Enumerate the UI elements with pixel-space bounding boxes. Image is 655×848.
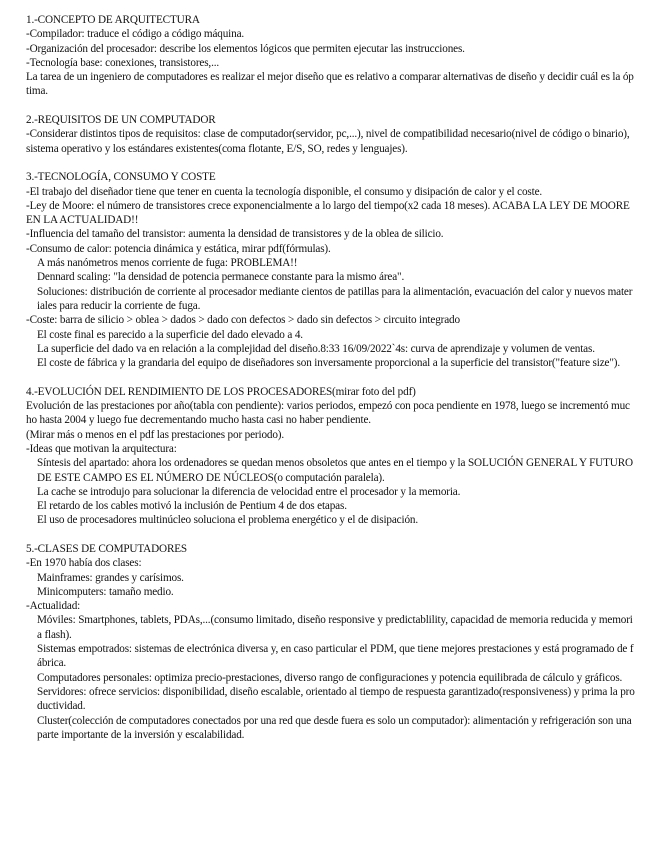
section-1: [26, 13, 635, 99]
text-line: Cluster(colección de computadores conectados por una red que desde fuera es solo un computador): alimentación y refrigeración son una parte importante de la inversión y escalabilidad.: [37, 714, 632, 741]
text-line: La superficie del dado va en relación a la complejidad del diseño.8:33 16/09/2022`4s: curva de aprendizaje y volumen de ventas.: [37, 342, 595, 355]
text-line: Minicomputers: tamaño medio.: [37, 585, 174, 598]
text-line: -En 1970 había dos clases:: [26, 557, 142, 570]
text-line: -Ley de Moore: el número de transistores crece exponencialmente a lo largo del tiempo(x2 cada 18 meses). ACABA LA LEY DE MOORE EN LA ACTUALIDAD!!: [26, 199, 630, 227]
text-line: -Actualidad:: [26, 600, 81, 613]
text-line: El coste de fábrica y la grandaria del equipo de diseñadores son inversamente proporcional a la superficie del transistor("feature size").: [37, 357, 620, 370]
text-line: -Tecnología base: conexiones, transistores,...: [26, 56, 220, 69]
section-title: 5.-CLASES DE COMPUTADORES: [26, 542, 188, 555]
text-line: -Organización del procesador: describe los elementos lógicos que permiten ejecutar las instrucciones.: [26, 42, 465, 55]
section-title: 4.-EVOLUCIÓN DEL RENDIMIENTO DE LOS PROCESADORES(mirar foto del pdf): [26, 385, 416, 398]
text-line: Síntesis del apartado: ahora los ordenadores se quedan menos obsoletos que antes en el tiempo y la SOLUCIÓN GENERAL Y FUTURO DE ESTE CAMPO ES EL NÚMERO DE NÚCLEOS(o computación paralela).: [37, 457, 633, 484]
text-line: -Considerar distintos tipos de requisitos: clase de computador(servidor, pc,...), nivel de compatibilidad necesario(nivel de código o binario), sistema operativo y los estándares existentes(coma flotante, E/S, SO, redes y lenguajes).: [26, 128, 630, 155]
section-4: [26, 385, 635, 528]
text-line: -Coste: barra de silicio > oblea > dados > dado con defectos > dado sin defectos > circuito integrado: [26, 314, 460, 327]
section-title: 1.-CONCEPTO DE ARQUITECTURA: [26, 14, 200, 26]
text-line: El retardo de los cables motivó la inclusión de Pentium 4 de dos etapas.: [37, 500, 347, 513]
text-line: A más nanómetros menos corriente de fuga: PROBLEMA!!: [37, 257, 298, 270]
text-line: Móviles: Smartphones, tablets, PDAs,...(consumo limitado, diseño responsive y predictablility, capacidad de memoria reducida y memoria flash).: [37, 614, 633, 641]
section-title: 2.-REQUISITOS DE UN COMPUTADOR: [26, 114, 216, 127]
text-line: Soluciones: distribución de corriente al procesador mediante cientos de patillas para la alimentación, evacuación del calor y nuevos materiales para reducir la corriente de fuga.: [37, 285, 633, 312]
section-2: [26, 113, 635, 156]
text-line: La tarea de un ingeniero de computadores es realizar el mejor diseño que es relativo a comparar alternativas de diseño y decidir cuál es la óptima.: [26, 71, 634, 98]
text-line: -El trabajo del diseñador tiene que tener en cuenta la tecnología disponible, el consumo y disipación de calor y el coste.: [26, 185, 543, 198]
text-line: (Mirar más o menos en el pdf las prestaciones por periodo).: [26, 428, 285, 441]
section-title: 3.-TECNOLOGÍA, CONSUMO Y COSTE: [26, 171, 216, 184]
text-line: Dennard scaling: "la densidad de potencia permanece constante para la mismo área".: [37, 271, 405, 284]
text-line: -Influencia del tamaño del transistor: aumenta la densidad de transistores y de la oblea de silicio.: [26, 228, 444, 241]
text-line: -Consumo de calor: potencia dinámica y estática, mirar pdf(fórmulas).: [26, 242, 331, 255]
text-line: El uso de procesadores multinúcleo soluciona el problema energético y el de disipación.: [37, 514, 418, 527]
text-line: Evolución de las prestaciones por año(tabla con pendiente): varios periodos, empezó con poca pendiente en 1978, luego se incrementó mucho hasta 2004 y luego fue decrementando mucho hasta casi no haber pendiente.: [26, 400, 630, 427]
text-line: Sistemas empotrados: sistemas de electrónica diversa y, en caso particular el PDM, que tiene mejores prestaciones y está programado de fábrica.: [37, 643, 634, 670]
text-line: Servidores: ofrece servicios: disponibilidad, diseño escalable, orientado al tiempo de respuesta garantizado(responsiveness) y prima la productividad.: [37, 685, 635, 713]
text-line: El coste final es parecido a la superficie del dado elevado a 4.: [37, 328, 303, 341]
text-line: -Compilador: traduce el código a código máquina.: [26, 28, 245, 41]
text-line: -Ideas que motivan la arquitectura:: [26, 442, 177, 455]
section-3: [26, 170, 635, 370]
text-line: Mainframes: grandes y carísimos.: [37, 571, 184, 584]
text-line: Computadores personales: optimiza precio-prestaciones, diverso rango de configuraciones y potencia equilibrada de cálculo y gráficos.: [37, 671, 623, 684]
section-5: [26, 542, 635, 742]
text-line: La cache se introdujo para solucionar la diferencia de velocidad entre el procesador y la memoria.: [37, 485, 461, 498]
